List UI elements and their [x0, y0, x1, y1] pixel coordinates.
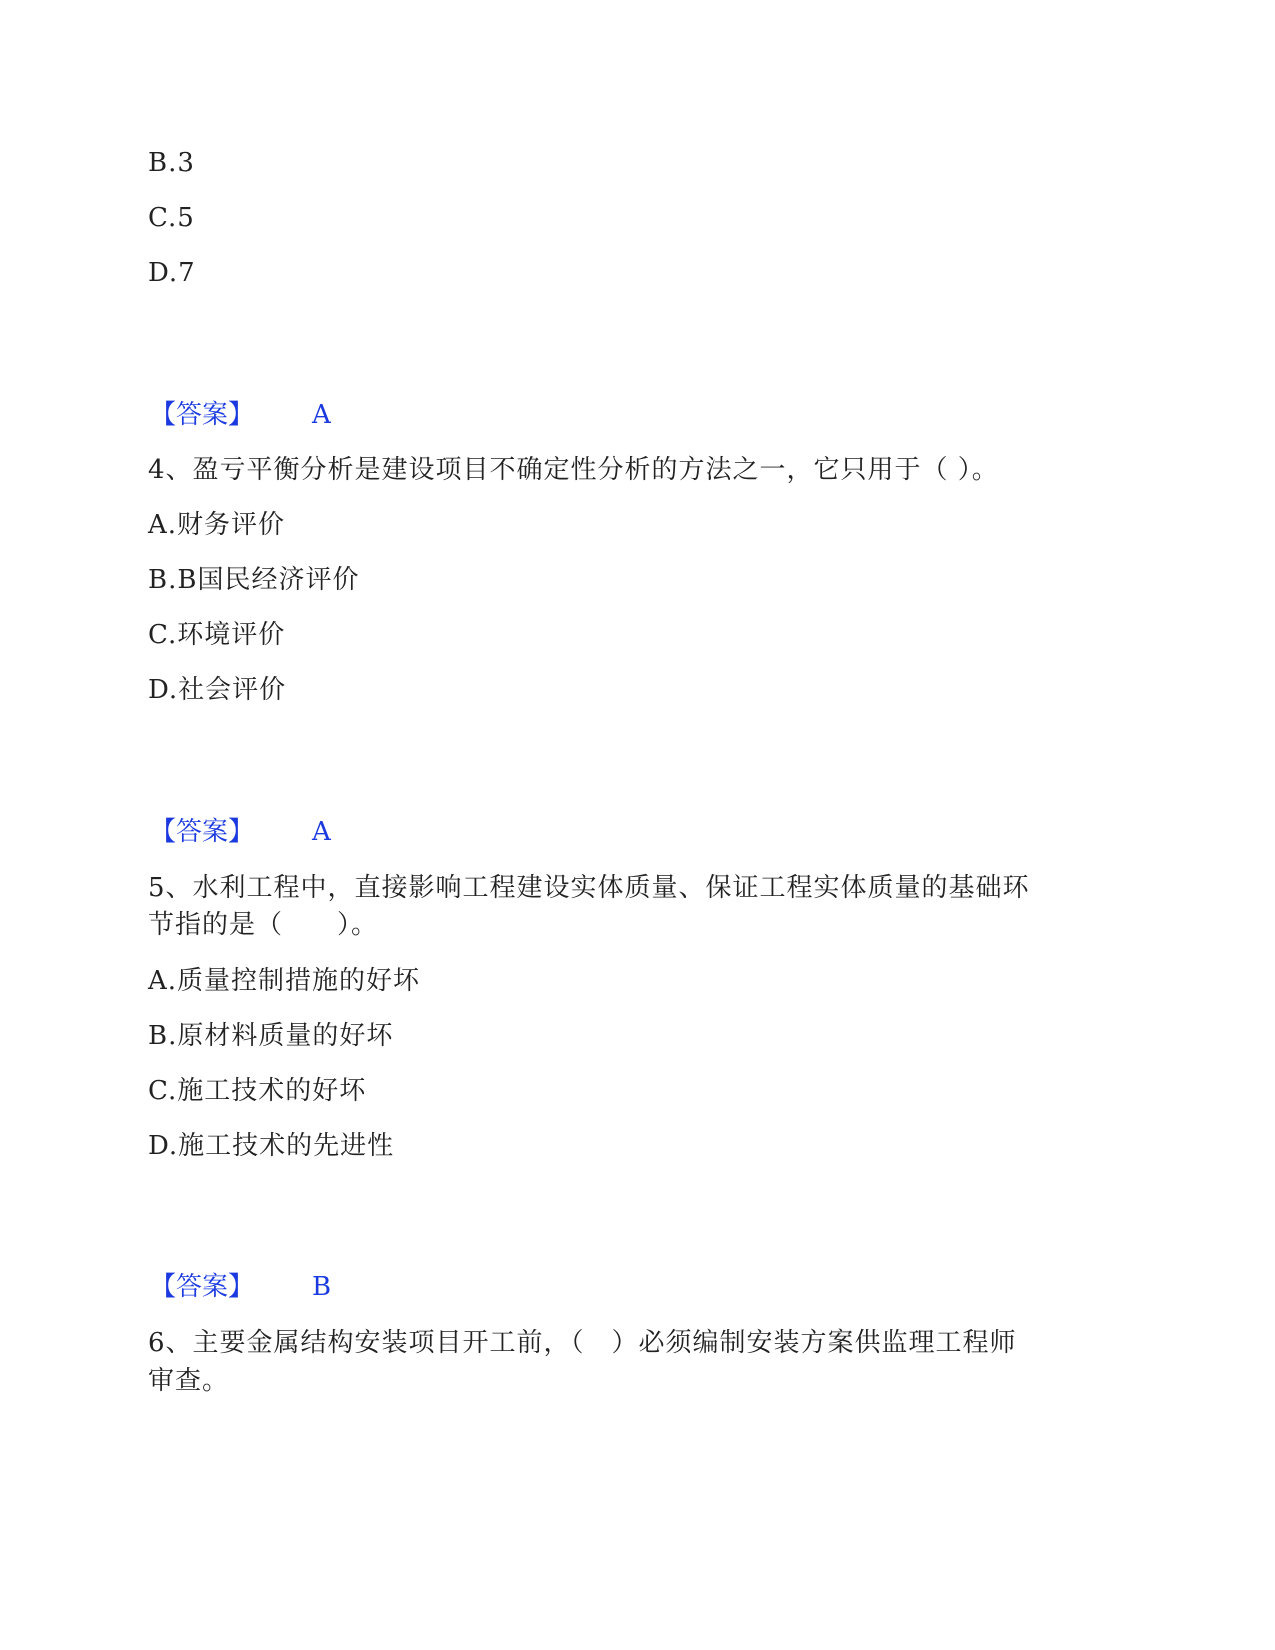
answer-label: 【答案】: [150, 817, 255, 847]
q5-answer: [150, 1272, 332, 1302]
q4-option-c: C.环境评价: [148, 620, 286, 650]
q6-question-line-1: 6、主要金属结构安装项目开工前，（ ）必须编制安装方案供监理工程师: [148, 1328, 1017, 1358]
q5-option-a: A.质量控制措施的好坏: [148, 966, 421, 996]
q5-question-line-1: 5、水利工程中，直接影响工程建设实体质量、保证工程实体质量的基础环: [148, 873, 1030, 903]
q4-answer: [150, 817, 331, 847]
q4-option-d: D.社会评价: [148, 675, 287, 705]
q3-option-c: C.5: [148, 203, 195, 233]
q3-answer: [150, 400, 331, 430]
q4-option-b: B.B国民经济评价: [148, 565, 360, 595]
q3-option-b: B.3: [148, 148, 195, 178]
q6-question-line-2: 审查。: [148, 1366, 230, 1396]
q4-option-a: A.财务评价: [148, 510, 286, 540]
q5-option-d: D.施工技术的先进性: [148, 1131, 395, 1161]
answer-letter: A: [312, 400, 331, 430]
answer-label: 【答案】: [150, 400, 255, 430]
answer-letter: A: [312, 817, 331, 847]
q3-option-d: D.7: [148, 258, 196, 288]
q4-question: 4、盈亏平衡分析是建设项目不确定性分析的方法之一，它只用于（ ）。: [148, 455, 999, 485]
q5-question-line-2: 节指的是（ ）。: [148, 910, 379, 940]
answer-letter: B: [312, 1272, 332, 1302]
q5-option-b: B.原材料质量的好坏: [148, 1021, 394, 1051]
answer-label: 【答案】: [150, 1272, 255, 1302]
q5-option-c: C.施工技术的好坏: [148, 1076, 367, 1106]
